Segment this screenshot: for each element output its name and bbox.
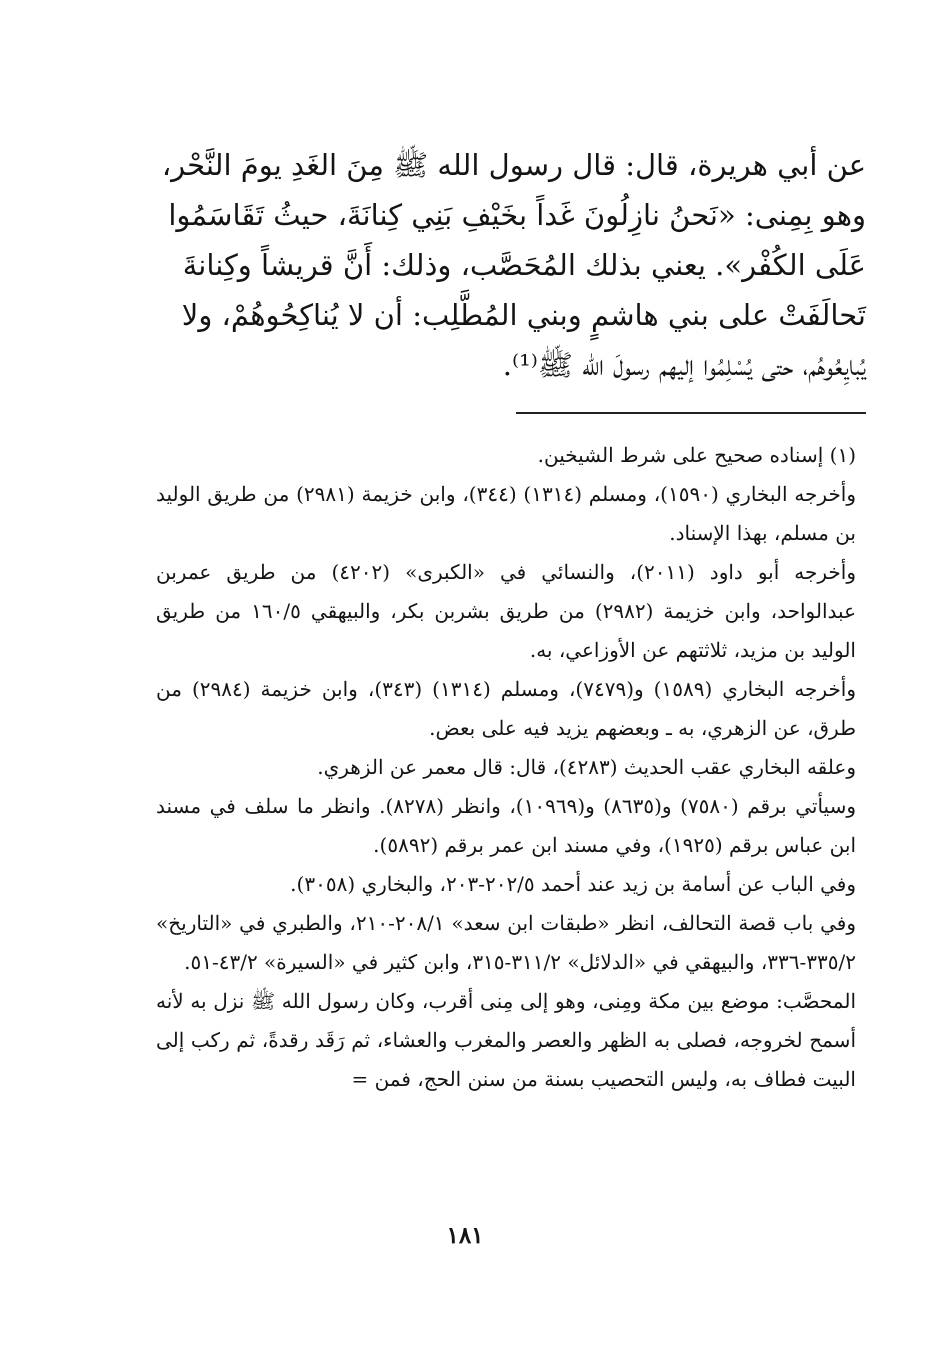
main-line: وهو بِمِنى: «نَحنُ نازِلُونَ غَداً بخَيْفِ بَنِي كِنانَةَ، حيثُ تَقَاسَمُوا [168,198,866,232]
page-body [156,140,866,1099]
main-line: عن أبي هريرة، قال: قال رسول الله ﷺ مِنَ الغَدِ يومَ النَّحْر، [161,148,866,182]
footnote-paragraph: المحصَّب: موضع بين مكة ومِنى، وهو إلى مِنى أقرب، وكان رسول الله ﷺ نزل به لأنه أسمح لخروجه، فصلى به الظهر والعصر والمغرب والعشاء، ثم رَقَد رقدةً، ثم ركب إلى البيت فطاف به، وليس التحصيب بسنة من سنن الحج، فمن = [156,989,856,1091]
main-line: تَحالَفَتْ على بني هاشمٍ وبني المُطَّلِب: أن لا يُناكِحُوهُمْ، ولا [181,298,866,332]
footnote-paragraph: وسيأتي برقم (٧٥٨٠) و(٨٦٣٥) و(١٠٩٦٩)، وانظر (٨٢٧٨). وانظر ما سلف في مسند ابن عباس برقم (١٩٢٥)، وفي مسند ابن عمر برقم (٥٨٩٢). [156,794,857,857]
main-line: يُبايِعُوهُم، حتى يُسْلِمُوا إليهم رسولَ الله ﷺ⁽¹⁾. [502,348,866,382]
main-text [156,140,866,390]
footnote-paragraph: وأخرجه البخاري (١٥٨٩) و(٧٤٧٩)، ومسلم (١٣١٤) (٣٤٣)، وابن خزيمة (٢٩٨٤) من طرق، عن الزهري، به ـ وبعضهم يزيد فيه على بعض. [156,677,857,740]
footnote-paragraph: وأخرجه البخاري (١٥٩٠)، ومسلم (١٣١٤) (٣٤٤)، وابن خزيمة (٢٩٨١) من طريق الوليد بن مسلم، بهذا الإسناد. [156,482,857,545]
footnote-paragraph: وفي باب قصة التحالف، انظر «طبقات ابن سعد» ٢٠٨/١-٢١٠، والطبري في «التاريخ» ٣٣٥/٢-٣٣٦، والبيهقي في «الدلائل» ٣١١/٢-٣١٥، وابن كثير في «السيرة» ٤٣/٢-٥١. [156,911,856,974]
page-number: ١٨١ [446,1222,484,1249]
main-line: عَلَى الكُفْر». يعني بذلك المُحَصَّب، وذلك: أَنَّ قريشاً وكِنانةَ [182,248,866,282]
footnote-paragraph: وعلقه البخاري عقب الحديث (٤٢٨٣)، قال: قال معمر عن الزهري. [317,755,856,779]
footnote-paragraph: وفي الباب عن أسامة بن زيد عند أحمد ٢٠٢/٥-٢٠٣، والبخاري (٣٠٥٨). [290,872,856,896]
footnote-paragraph: (١) إسناده صحيح على شرط الشيخين. [537,443,856,467]
footnote-paragraph: وأخرجه أبو داود (٢٠١١)، والنسائي في «الكبرى» (٤٢٠٢) من طريق عمربن عبدالواحد، وابن خزيمة (٢٩٨٢) من طريق بشربن بكر، والبيهقي ١٦٠/٥ من طريق الوليد بن مزيد، ثلاثتهم عن الأوزاعي، به. [156,560,857,662]
footnotes [156,436,866,1099]
footnote-separator [516,412,866,414]
